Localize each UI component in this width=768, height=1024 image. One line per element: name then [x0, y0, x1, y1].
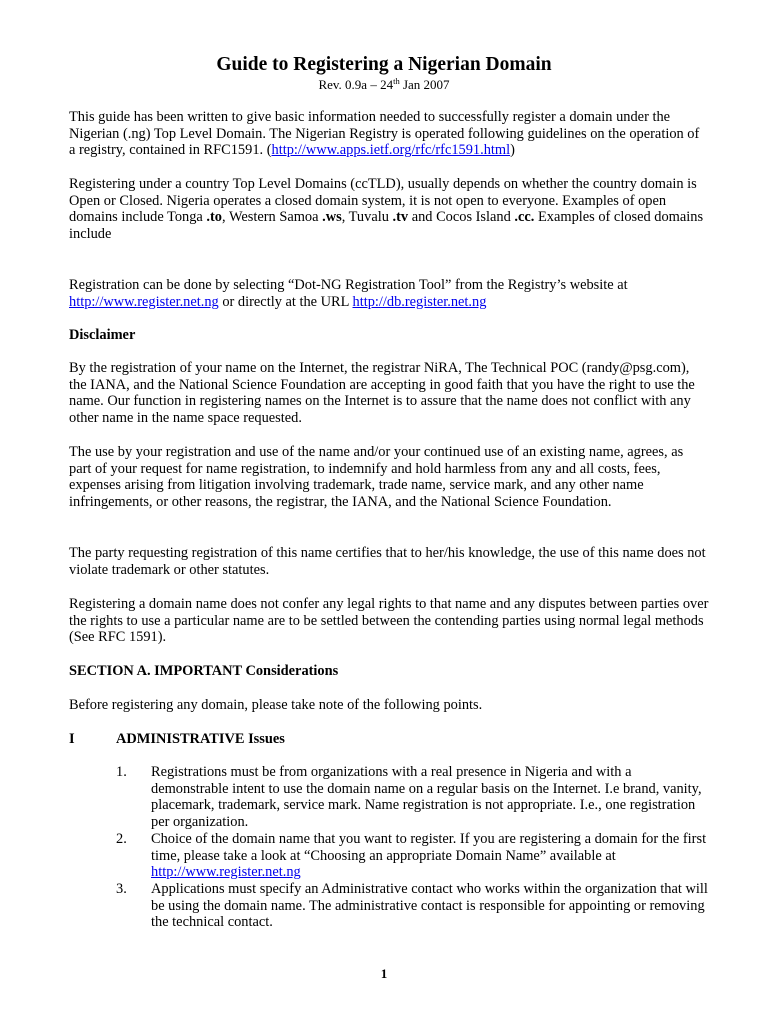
- disclaimer-paragraph-2: The use by your registration and use of the name and/or your continued use of an existing name, agrees, as part of your request for name registration, to indemnify and hold harmless from any and all costs, fees, expenses arising from litigation involving trademark, trade name, service mark, and any other name infringements, or other reasons, the registrar, the IANA, and the National Science Foundation.: [69, 444, 684, 511]
- administrative-heading: ADMINISTRATIVE Issues: [116, 731, 285, 747]
- disclaimer-heading: Disclaimer: [69, 327, 136, 343]
- registration-text: Registration can be done by selecting “Dot-NG Registration Tool” from the Registry’s website at: [69, 277, 628, 293]
- cctld-paragraph: [69, 176, 709, 243]
- cctld-text-5: Examples of closed domains include: [69, 209, 704, 243]
- registration-middle: or directly at the URL: [218, 293, 353, 310]
- disclaimer-paragraph-3: The party requesting registration of this name certifies that to her/his knowledge, the use of this name does not violate trademark or other statutes.: [69, 545, 706, 578]
- section-a-intro: Before registering any domain, please take note of the following points.: [69, 697, 483, 713]
- intro-text: This guide has been written to give basic information needed to successfully register a domain under the Nigerian (.ng) Top Level Domain. The Nigerian Registry is operated following guidelines on the operation of a registry, contained in RFC1591. (: [69, 109, 700, 159]
- revision-line: [0, 77, 768, 92]
- section-a-heading: SECTION A. IMPORTANT Considerations: [69, 663, 339, 679]
- list-item: [151, 831, 711, 881]
- list-item: Registrations must be from organizations with a real presence in Nigeria and with a demonstrable intent to use the domain name on a regular basis on the Internet. I.e brand, vanity, placemark, trademark, service mark. Name registration is not appropriate. I.e., one registration per organization.: [151, 764, 702, 831]
- register-net-ng-link[interactable]: http://www.register.net.ng: [69, 293, 219, 310]
- revision-suffix: Jan 2007: [399, 77, 450, 92]
- cocos-domain: .cc.: [514, 209, 535, 226]
- administrative-number: I: [69, 731, 75, 747]
- cctld-text-3: , Tuvalu: [341, 209, 393, 226]
- cctld-text-2: , Western Samoa: [222, 209, 323, 226]
- samoa-domain: .ws: [322, 209, 342, 226]
- list-item-number: 3.: [116, 881, 127, 897]
- intro-paragraph: [69, 109, 709, 159]
- register-net-ng-link-2[interactable]: http://www.register.net.ng: [151, 864, 301, 881]
- list-item-number: 1.: [116, 764, 127, 780]
- page-number: 1: [380, 966, 388, 981]
- registration-paragraph: [69, 277, 709, 310]
- list-item-number: 2.: [116, 831, 127, 847]
- disclaimer-paragraph-4: Registering a domain name does not confer any legal rights to that name and any disputes between parties over the rights to use a particular name are to be settled between the contending parties using normal legal methods (See RFC 1591).: [69, 596, 709, 646]
- cctld-text-4: and Cocos Island: [408, 209, 515, 226]
- document-title: Guide to Registering a Nigerian Domain: [216, 54, 552, 75]
- intro-after: ): [510, 142, 515, 159]
- revision-superscript: th: [393, 76, 400, 86]
- db-register-link[interactable]: http://db.register.net.ng: [352, 293, 487, 310]
- rfc1591-link[interactable]: http://www.apps.ietf.org/rfc/rfc1591.html: [271, 142, 511, 159]
- disclaimer-paragraph-1: By the registration of your name on the Internet, the registrar NiRA, The Technical POC (randy@psg.com), the IANA, and the National Science Foundation are accepting in good faith that you have the right to use the name. Our function in registering names on the Internet is to assure that the name does not conflict with any other name in the name space requested.: [69, 360, 695, 427]
- revision-prefix: Rev. 0.9a – 24: [318, 77, 394, 92]
- list-item-text: Choice of the domain name that you want to register. If you are registering a domain for the first time, please take a look at “Choosing an appropriate Domain Name” available at: [151, 831, 707, 864]
- tonga-domain: .to: [206, 209, 223, 226]
- cctld-text-1: Registering under a country Top Level Domains (ccTLD), usually depends on whether the country domain is Open or Closed. Nigeria operates a closed domain system, it is not open to everyone. Examples of open domains include Tonga: [69, 176, 697, 226]
- tuvalu-domain: .tv: [392, 209, 409, 226]
- list-item: Applications must specify an Administrative contact who works within the organization that will be using the domain name. The administrative contact is responsible for appointing or removing the technical contact.: [151, 881, 708, 931]
